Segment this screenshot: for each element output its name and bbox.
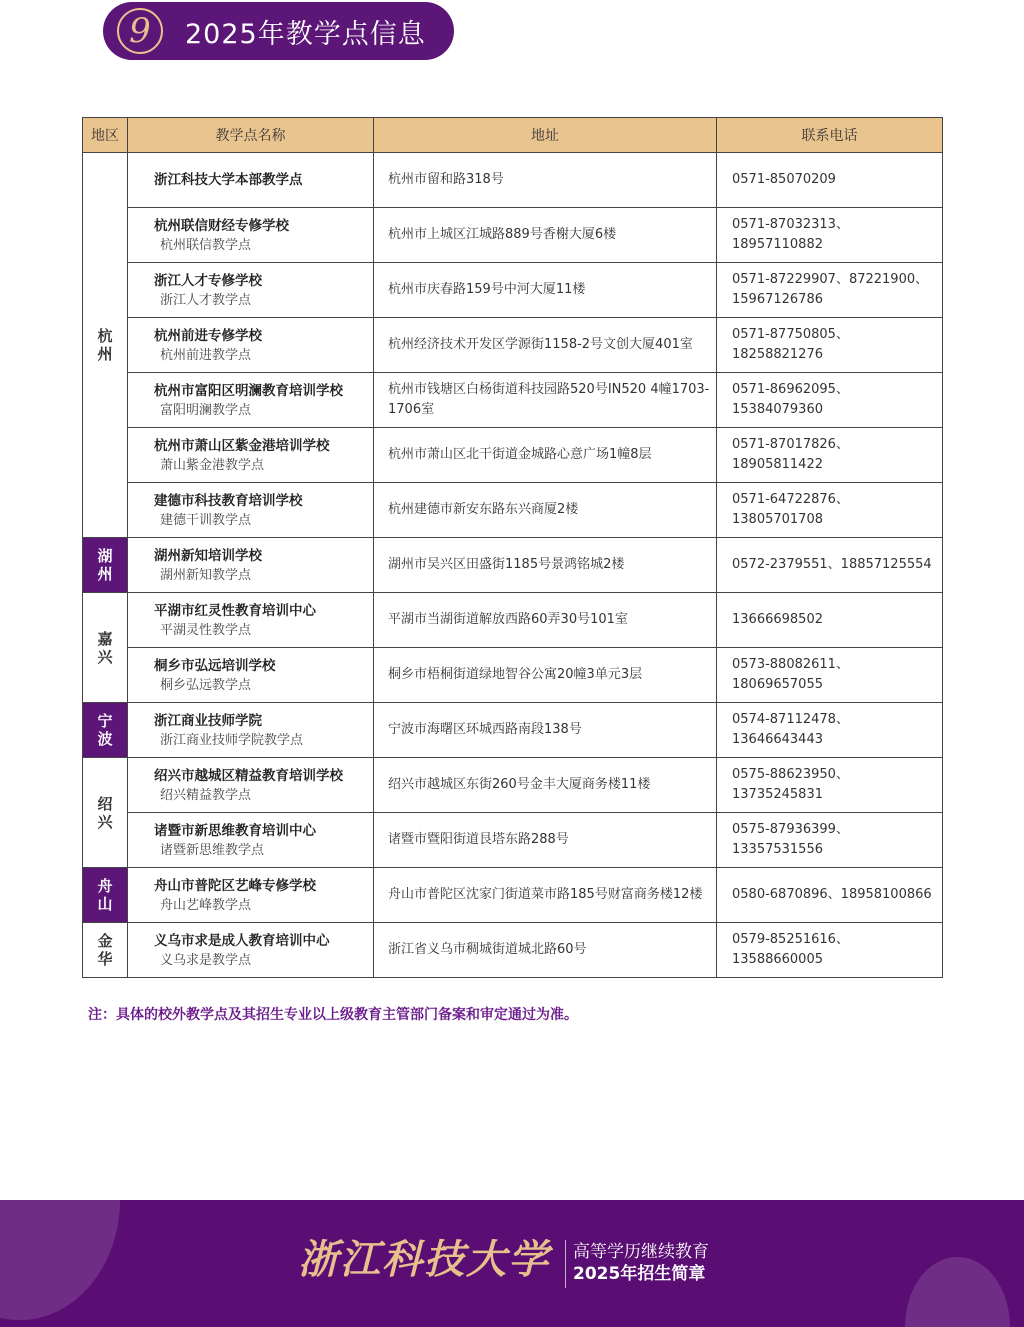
address-cell: [374, 923, 717, 978]
phone-text: 0571-87017826、18905811422: [732, 437, 849, 472]
table-row: [83, 428, 943, 483]
column-header-address: 地址: [374, 118, 717, 153]
site-short-name: 浙江人才教学点: [160, 292, 252, 308]
column-header-name: 教学点名称: [128, 118, 374, 153]
site-name-cell: [128, 318, 374, 373]
address-cell: [374, 868, 717, 923]
region-label: 杭州: [97, 327, 113, 363]
site-name: 诸暨市新思维教育培训中心: [154, 822, 316, 839]
address-cell: [374, 593, 717, 648]
address-cell: [374, 813, 717, 868]
site-name: 浙江科技大学本部教学点: [154, 172, 303, 188]
phone-text: 0575-87936399、13357531556: [732, 822, 849, 857]
phone-cell: [717, 648, 943, 703]
address-cell: [374, 153, 717, 208]
decorative-circle: [905, 1257, 1010, 1327]
address-cell: [374, 208, 717, 263]
site-name: 建德市科技教育培训学校: [154, 492, 303, 509]
site-short-name: 杭州联信教学点: [160, 237, 252, 253]
site-name-cell: [128, 703, 374, 758]
address-text: 杭州市钱塘区白杨街道科技园路520号IN520 4幢1703-1706室: [388, 382, 710, 417]
address-cell: [374, 428, 717, 483]
table-row: [83, 648, 943, 703]
table-row: [83, 813, 943, 868]
address-cell: [374, 483, 717, 538]
address-text: 浙江省义乌市稠城街道城北路60号: [388, 942, 587, 957]
site-short-name: 富阳明澜教学点: [160, 402, 252, 418]
decorative-circle: [0, 1200, 120, 1320]
region-label: 湖州: [97, 547, 113, 583]
phone-text: 0571-64722876、13805701708: [732, 492, 849, 527]
table-row: [83, 263, 943, 318]
phone-cell: [717, 373, 943, 428]
section-number-badge: 9: [117, 8, 163, 54]
site-name-cell: [128, 153, 374, 208]
site-short-name: 义乌求是教学点: [160, 952, 252, 968]
site-short-name: 湖州新知教学点: [160, 567, 252, 583]
region-cell: [83, 923, 128, 978]
address-text: 杭州市留和路318号: [388, 172, 504, 187]
region-cell: [83, 703, 128, 758]
site-name: 绍兴市越城区精益教育培训学校: [154, 767, 343, 784]
address-cell: [374, 318, 717, 373]
phone-cell: [717, 593, 943, 648]
site-short-name: 平湖灵性教学点: [160, 622, 252, 638]
site-name-cell: [128, 813, 374, 868]
site-name: 杭州市萧山区紫金港培训学校: [154, 437, 330, 454]
site-name: 桐乡市弘远培训学校: [154, 657, 276, 674]
region-cell: [83, 538, 128, 593]
site-name-cell: [128, 648, 374, 703]
site-name-cell: [128, 593, 374, 648]
site-name: 浙江人才专修学校: [154, 272, 262, 289]
teaching-sites-table: [82, 117, 943, 978]
footer-banner: [0, 1200, 1024, 1327]
address-cell: [374, 538, 717, 593]
region-cell: [83, 593, 128, 703]
address-cell: [374, 648, 717, 703]
site-name: 平湖市红灵性教育培训中心: [154, 602, 316, 619]
site-short-name: 萧山紫金港教学点: [160, 457, 265, 473]
phone-text: 0573-88082611、18069657055: [732, 657, 849, 692]
phone-cell: [717, 868, 943, 923]
footer-subtitle: 高等学历继续教育: [573, 1242, 709, 1262]
phone-cell: [717, 538, 943, 593]
address-cell: [374, 758, 717, 813]
phone-cell: [717, 813, 943, 868]
site-name-cell: [128, 923, 374, 978]
phone-cell: [717, 923, 943, 978]
address-cell: [374, 703, 717, 758]
phone-cell: [717, 483, 943, 538]
address-text: 桐乡市梧桐街道绿地智谷公寓20幢3单元3层: [388, 667, 643, 682]
region-label: 嘉兴: [97, 629, 113, 666]
address-text: 杭州市萧山区北干街道金城路心意广场1幢8层: [388, 447, 652, 462]
table-row: [83, 373, 943, 428]
address-text: 杭州市上城区江城路889号香榭大厦6楼: [388, 227, 617, 242]
table-row: [83, 153, 943, 208]
phone-text: 0579-85251616、13588660005: [732, 932, 849, 967]
phone-text: 0574-87112478、13646643443: [732, 712, 849, 747]
address-text: 杭州建德市新安东路东兴商厦2楼: [388, 502, 579, 517]
phone-text: 0571-87032313、18957110882: [732, 217, 849, 252]
table-row: [83, 923, 943, 978]
phone-text: 13666698502: [732, 612, 823, 627]
table-row: [83, 318, 943, 373]
address-cell: [374, 373, 717, 428]
region-cell: [83, 758, 128, 868]
site-short-name: 绍兴精益教学点: [160, 787, 252, 803]
site-name-cell: [128, 208, 374, 263]
table-row: [83, 868, 943, 923]
footer-title: 2025年招生简章: [573, 1264, 706, 1284]
table-header-row: [83, 118, 943, 153]
region-label: 金华: [97, 932, 113, 968]
site-name: 杭州联信财经专修学校: [154, 217, 289, 234]
site-name-cell: [128, 373, 374, 428]
site-short-name: 舟山艺峰教学点: [160, 897, 252, 913]
phone-text: 0571-85070209: [732, 172, 836, 187]
divider: [565, 1240, 566, 1288]
region-cell: [83, 153, 128, 538]
site-name-cell: [128, 428, 374, 483]
site-name: 杭州前进专修学校: [154, 327, 262, 344]
site-short-name: 杭州前进教学点: [160, 347, 252, 363]
table-row: [83, 758, 943, 813]
site-name: 浙江商业技师学院: [154, 712, 262, 729]
table-row: [83, 208, 943, 263]
site-name: 义乌市求是成人教育培训中心: [154, 932, 330, 949]
site-name-cell: [128, 263, 374, 318]
phone-cell: [717, 318, 943, 373]
region-label: 舟山: [97, 877, 113, 913]
table-row: [83, 538, 943, 593]
phone-cell: [717, 263, 943, 318]
table-row: [83, 483, 943, 538]
region-cell: [83, 868, 128, 923]
address-text: 舟山市普陀区沈家门街道菜市路185号财富商务楼12楼: [388, 887, 703, 902]
table-row: [83, 703, 943, 758]
site-short-name: 诸暨新思维教学点: [160, 842, 265, 858]
region-label: 宁波: [97, 712, 113, 748]
address-cell: [374, 263, 717, 318]
phone-text: 0572-2379551、18857125554: [732, 557, 932, 572]
region-label: 绍兴: [97, 794, 113, 831]
site-name-cell: [128, 758, 374, 813]
footnote: 注：具体的校外教学点及其招生专业以上级教育主管部门备案和审定通过为准。: [88, 1007, 578, 1023]
phone-cell: [717, 703, 943, 758]
address-text: 杭州市庆春路159号中河大厦11楼: [388, 282, 586, 297]
phone-text: 0571-87750805、18258821276: [732, 327, 849, 362]
page-title: 2025年教学点信息: [185, 18, 426, 50]
site-short-name: 桐乡弘远教学点: [160, 677, 252, 693]
address-text: 诸暨市暨阳街道艮塔东路288号: [388, 832, 569, 847]
address-text: 平湖市当湖街道解放西路60弄30号101室: [388, 612, 628, 627]
phone-text: 0571-87229907、87221900、15967126786: [732, 272, 929, 307]
site-name-cell: [128, 538, 374, 593]
phone-cell: [717, 758, 943, 813]
column-header-phone: 联系电话: [717, 118, 943, 153]
site-short-name: 浙江商业技师学院教学点: [160, 732, 304, 748]
address-text: 湖州市吴兴区田盛街1185号景鸿铭城2楼: [388, 557, 625, 572]
section-header: [103, 2, 454, 60]
phone-text: 0571-86962095、15384079360: [732, 382, 849, 417]
phone-text: 0575-88623950、13735245831: [732, 767, 849, 802]
phone-text: 0580-6870896、18958100866: [732, 887, 932, 902]
phone-cell: [717, 208, 943, 263]
phone-cell: [717, 428, 943, 483]
site-name: 湖州新知培训学校: [154, 547, 262, 564]
table-row: [83, 593, 943, 648]
site-name: 舟山市普陀区艺峰专修学校: [154, 877, 316, 894]
site-name-cell: [128, 868, 374, 923]
address-text: 绍兴市越城区东街260号金丰大厦商务楼11楼: [388, 777, 651, 792]
address-text: 宁波市海曙区环城西路南段138号: [388, 722, 582, 737]
site-name: 杭州市富阳区明澜教育培训学校: [154, 382, 343, 399]
university-logo: 浙江科技大学: [298, 1236, 550, 1283]
site-short-name: 建德干训教学点: [160, 512, 252, 528]
phone-cell: [717, 153, 943, 208]
address-text: 杭州经济技术开发区学源街1158-2号文创大厦401室: [388, 337, 693, 352]
site-name-cell: [128, 483, 374, 538]
column-header-region: 地区: [83, 118, 128, 153]
